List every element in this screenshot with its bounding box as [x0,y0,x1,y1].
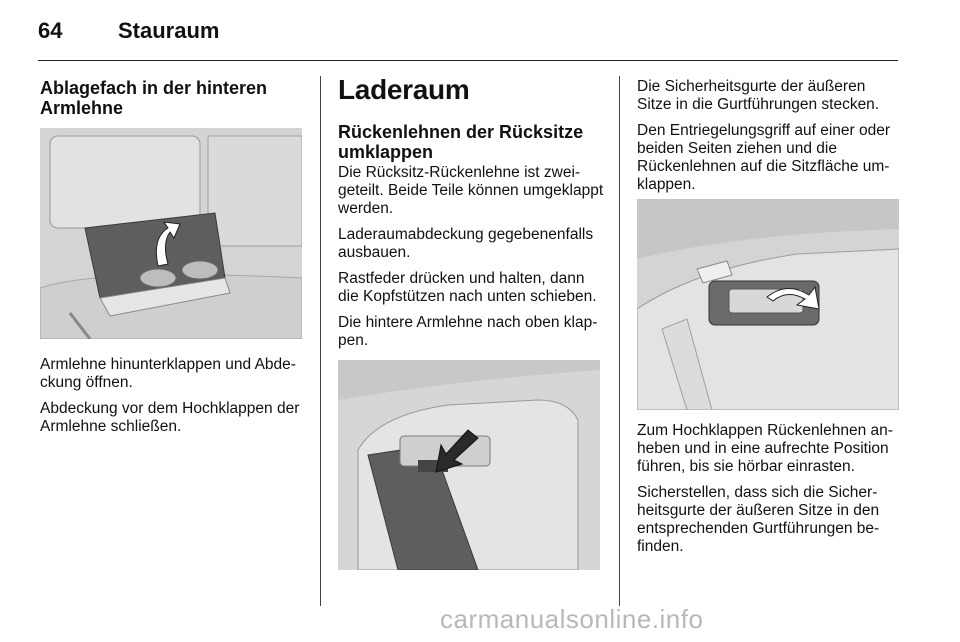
right-paragraph-4: Sicherstellen, dass sich die Sicherheitsgurte der äußeren Sitze in den entsprechenden Gurtführungen befinden. [637,484,880,555]
right-paragraph-3: Zum Hochklappen Rückenlehnen anheben und in eine aufrechte Position führen, bis sie hörbar einrasten. [637,422,893,475]
armrest-illustration-svg [40,128,302,339]
middle-paragraph-2: Laderaumabdeckung gegebenenfalls ausbauen. [338,226,594,261]
middle-paragraph-4: Die hintere Armlehne nach oben klappen. [338,314,598,349]
seatback-release-illustration-svg [637,199,899,410]
headrest-release-illustration-svg [338,360,600,570]
seatback-subheading: Rückenlehnen der Rücksitze umklappen [338,122,584,162]
watermark: carmanualsonline.info [440,604,704,634]
page-number: 64 [38,18,63,43]
header-rule [38,60,898,61]
right-paragraph-1: Die Sicherheitsgurte der äußeren Sitze in die Gurtführungen stecken. [637,78,880,113]
left-paragraph-2: Abdeckung vor dem Hochklappen der Armlehne schließen. [40,400,300,435]
right-column-top [637,78,903,202]
middle-column-body [338,74,606,358]
page-title: Stauraum [118,18,220,43]
headrest-release-illustration [338,360,600,570]
cargo-section-title: Laderaum [338,74,470,105]
right-paragraph-2: Den Entriegelungsgriff auf einer oder beiden Seiten ziehen und die Rückenlehnen auf die Sitzfläche umklappen. [637,122,891,193]
armrest-heading: Ablagefach in der hinteren Armlehne [40,78,268,118]
column-divider-left [320,76,321,606]
left-column-heading-block [40,78,304,118]
armrest-illustration [40,128,302,339]
right-column-bottom [637,422,903,564]
column-divider-right [619,76,620,606]
seatback-release-illustration [637,199,899,410]
left-column-body [40,356,306,444]
left-paragraph-1: Armlehne hinunterklappen und Abdeckung öffnen. [40,356,296,391]
middle-paragraph-3: Rastfeder drücken und halten, dann die Kopfstützen nach unten schieben. [338,270,597,305]
middle-paragraph-1: Die Rücksitz-Rückenlehne ist zweigeteilt. Beide Teile können umgeklappt werden. [338,164,604,217]
